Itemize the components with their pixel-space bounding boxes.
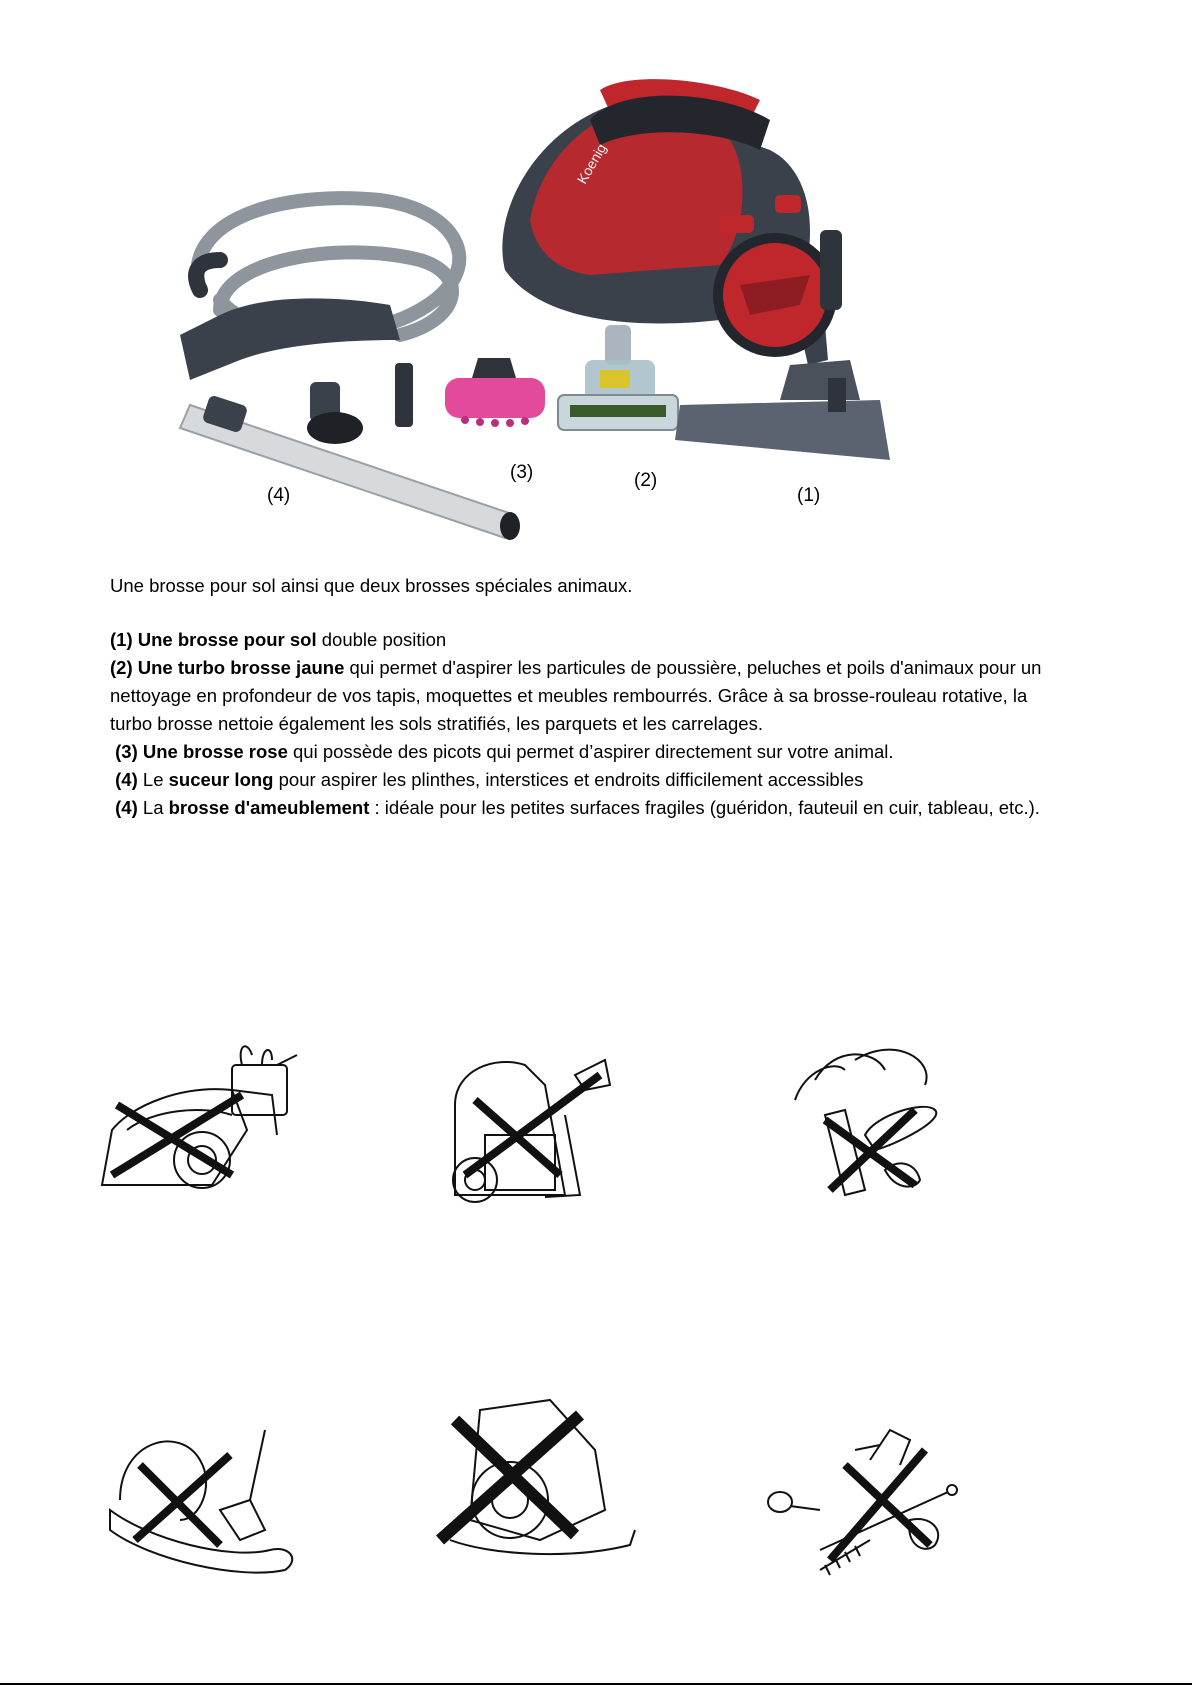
warning-no-water-icon <box>430 1390 660 1560</box>
item-4a-number: (4) <box>115 769 138 790</box>
item-1-desc: double position <box>316 629 447 650</box>
item-4a-pre: Le <box>137 769 169 790</box>
item-4b-pre: La <box>137 797 169 818</box>
warning-no-cigarettes-icon <box>775 1040 1005 1210</box>
warning-no-hot-ash-icon <box>435 1045 665 1215</box>
turbo-brush-icon <box>558 325 678 430</box>
callout-2: (2) <box>634 470 658 491</box>
item-4a-desc: pour aspirer les plinthes, interstices et endroits difficilement accessibles <box>273 769 864 790</box>
item-4b-title: brosse d'ameublement <box>168 797 370 818</box>
handle-icon <box>180 298 400 380</box>
callout-1: (1) <box>797 485 821 506</box>
description-text <box>110 572 1050 822</box>
item-2-title: (2) Une turbo brosse jaune <box>110 657 345 678</box>
item-1 <box>110 626 1050 654</box>
item-2-desc: qui permet d'aspirer les particules de poussière, peluches et poils d'animaux pour un nettoyage en profondeur de vos tapis, moquettes et meubles rembourrés. Grâce à sa brosse-rouleau rotative, la turbo brosse nettoie également les sols stratifiés, les parquets et les carrelages. <box>110 657 1042 734</box>
upholstery-brush-icon <box>307 382 363 444</box>
item-4b-number: (4) <box>115 797 138 818</box>
warning-no-water-plants-icon <box>92 1035 322 1205</box>
item-1-title: (1) Une brosse pour sol <box>110 629 317 650</box>
item-3-title: (3) Une brosse rose <box>115 741 288 762</box>
item-4a <box>110 766 1050 794</box>
item-2 <box>110 654 1050 738</box>
warning-no-sharp-objects-icon <box>760 1420 990 1590</box>
intro-paragraph: Une brosse pour sol ainsi que deux brosses spéciales animaux. <box>110 575 633 596</box>
brand-label: Koenig <box>573 140 610 187</box>
callout-3: (3) <box>510 462 534 483</box>
pink-brush-icon <box>445 358 545 427</box>
item-4a-title: suceur long <box>168 769 274 790</box>
item-3 <box>110 738 1050 766</box>
vacuum-body-icon <box>502 79 842 357</box>
item-4b <box>110 794 1050 822</box>
item-4b-desc: : idéale pour les petites surfaces fragiles (guéridon, fauteuil en cuir, tableau, etc.). <box>369 797 1040 818</box>
crevice-tool-icon <box>395 363 413 427</box>
warning-no-wet-surface-icon <box>90 1410 320 1580</box>
product-photo <box>160 60 960 550</box>
item-3-desc: qui possède des picots qui permet d’aspirer directement sur votre animal. <box>287 741 894 762</box>
callout-4: (4) <box>267 485 291 506</box>
